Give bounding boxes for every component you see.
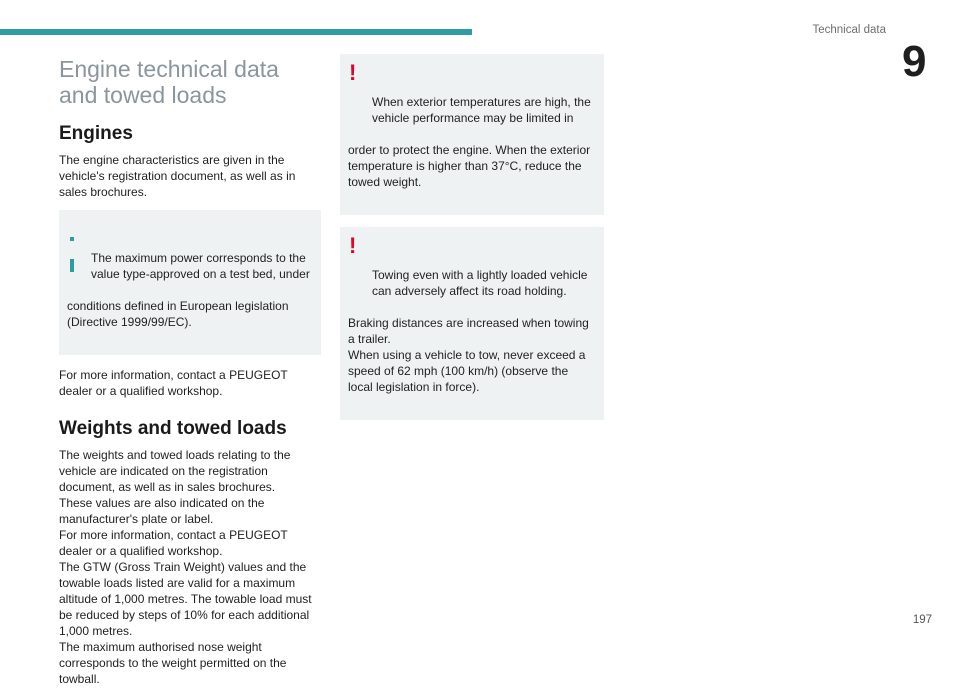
header-accent-bar <box>0 29 472 35</box>
warning-box-towing <box>340 227 604 420</box>
chapter-number: 9 <box>902 37 927 86</box>
info-icon-dot <box>70 237 74 241</box>
info-icon-bar <box>70 259 74 272</box>
warning-box-temperature <box>340 54 604 215</box>
engines-outro: For more information, contact a PEUGEOT dealer or a qualified workshop. <box>59 368 288 398</box>
warning-towing-first-line: Towing even with a lightly loaded vehicle can adversely affect its road holding. <box>372 268 588 298</box>
left-column <box>59 56 321 697</box>
info-icon <box>70 221 74 241</box>
engines-intro: The engine characteristics are given in the vehicle's registration document, as well as in sales brochures. <box>59 153 296 199</box>
info-box-power <box>59 210 321 355</box>
warning-temperature-first-line: When exterior temperatures are high, the vehicle performance may be limited in <box>372 95 591 125</box>
exclamation-icon: ! <box>349 233 357 258</box>
info-box-rest: conditions defined in European legislation (Directive 1999/99/EC). <box>67 299 289 329</box>
page-number: 197 <box>912 614 932 626</box>
page-title: Engine technical data and towed loads <box>59 56 279 108</box>
exclamation-icon: ! <box>349 60 357 85</box>
engines-heading: Engines <box>59 123 133 144</box>
warning-temperature-rest: order to protect the engine. When the exterior temperature is higher than 37°C, reduce the towed weight. <box>348 143 591 189</box>
warning-towing-rest: Braking distances are increased when towing a trailer. When using a vehicle to tow, never exceed a speed of 62 mph (100 km/h) (observe the local legislation in force). <box>348 316 589 394</box>
middle-column <box>340 54 604 432</box>
info-box-first-line: The maximum power corresponds to the value type-approved on a test bed, under <box>91 251 310 281</box>
weights-heading: Weights and towed loads <box>59 418 287 439</box>
section-header-title: Technical data <box>812 24 886 36</box>
weights-body: The weights and towed loads relating to the vehicle are indicated on the registration document, as well as in sales brochures. These values are also indicated on the manufacturer's plate or label. For more information, contact a PEUGEOT dealer or a qualified workshop. The GTW (Gross Train Weight) values and the towable loads listed are valid for a maximum altitude of 1,000 metres. The towable load must be reduced by steps of 10% for each additional 1,000 metres. The maximum authorised nose weight corresponds to the weight permitted on the towball. <box>59 448 312 686</box>
